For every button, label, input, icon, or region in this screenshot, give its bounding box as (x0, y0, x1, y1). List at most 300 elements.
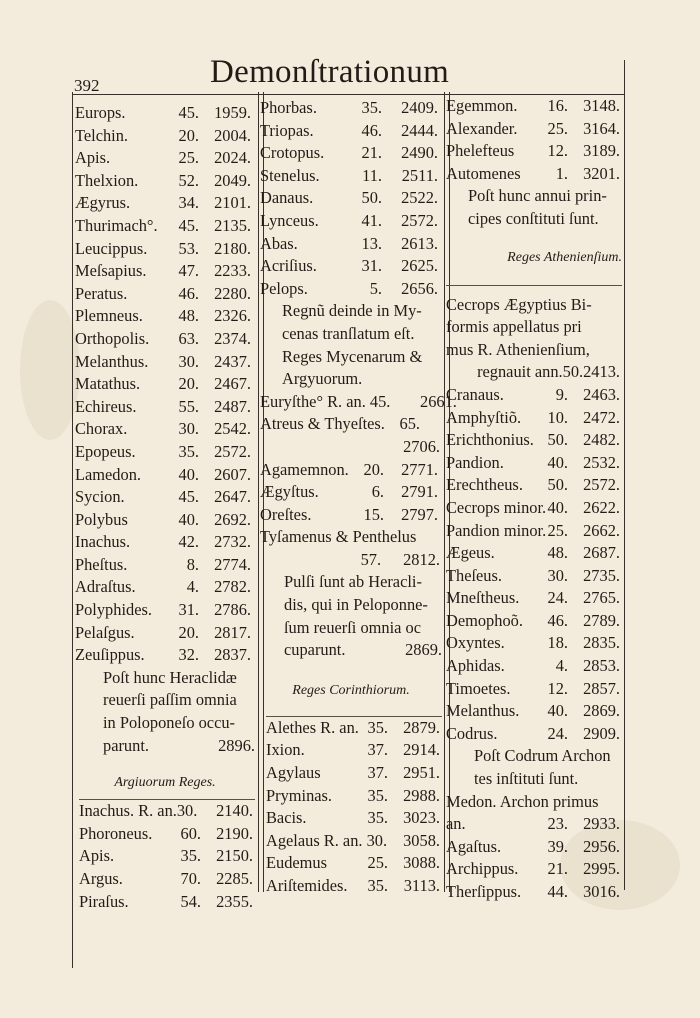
list-row (446, 140, 622, 163)
year-value: 2140. (216, 801, 253, 821)
year-value: 2049. (214, 170, 251, 190)
reign-years: 35. (361, 98, 382, 117)
king-name: Ægyſtus. (260, 482, 319, 502)
king-name: Ixion. (266, 740, 305, 760)
list-row (75, 215, 255, 238)
list-row (446, 565, 622, 588)
king-name: Euryſthe° R. an. 45. (260, 391, 391, 411)
reign-years: 35. (180, 846, 201, 866)
reign-years: 35. (367, 808, 388, 828)
king-name: Timoetes. (446, 678, 511, 698)
king-name: Bacis. (266, 808, 307, 828)
reign-years: 37. (367, 740, 388, 760)
reign-years: 50. (547, 475, 568, 495)
section-heading-atheniensium: Reges Athenienſium. (507, 249, 622, 265)
year-value: 2687. (583, 543, 620, 563)
list-row (266, 852, 442, 875)
year-value: 2409. (401, 98, 438, 117)
list-row (260, 413, 442, 436)
king-name: Agamemnon. (260, 459, 349, 479)
list-row (260, 97, 442, 120)
reign-years: 60. (180, 823, 201, 843)
year-value: 2625. (401, 256, 438, 276)
year-value: 2472. (583, 407, 620, 427)
year-value: 3164. (583, 118, 620, 138)
reign-years: 46. (547, 610, 568, 630)
king-name: Ægyrus. (75, 193, 131, 213)
king-name: Aphidas. (446, 656, 505, 676)
king-name: Sycion. (75, 487, 125, 507)
section-heading-corinthiorum: Reges Corinthiorum. (292, 682, 410, 698)
list-row (75, 644, 255, 667)
year-value: 2280. (214, 283, 251, 303)
medon-line: Medon. Archon primus (446, 791, 599, 811)
king-name: Epopeus. (75, 441, 136, 461)
year-value: 2444. (401, 120, 438, 140)
reign-years: 31. (361, 256, 382, 276)
list-row (446, 836, 622, 859)
list-row (75, 260, 255, 283)
king-name: Erechtheus. (446, 475, 523, 495)
reign-years: 5. (369, 278, 382, 298)
reign-years: 13. (361, 233, 382, 253)
reign-years: 18. (547, 633, 568, 653)
list-row (446, 700, 622, 723)
reign-years: 39. (547, 836, 568, 856)
note-year: 2896. (218, 735, 255, 755)
list-row (75, 351, 255, 374)
reign-years: 4. (555, 656, 568, 676)
column-rule (258, 92, 259, 892)
reign-years: 24. (547, 723, 568, 743)
reign-years: 21. (547, 859, 568, 879)
list-row (446, 610, 622, 633)
list-row (446, 118, 622, 141)
year-value: 2995. (583, 859, 620, 879)
year-value: 3113. (403, 876, 440, 895)
king-name: Orthopolis. (75, 328, 150, 348)
list-row (266, 785, 442, 808)
king-name: Agylaus (266, 763, 321, 783)
list-row (260, 255, 442, 278)
year-value: 2812. (403, 549, 440, 569)
year-value: 2101. (214, 193, 251, 213)
note-expulsion (260, 571, 442, 661)
year-value: 2837. (214, 645, 251, 665)
king-name: Chorax. (75, 419, 128, 439)
list-row (260, 120, 442, 143)
list-row (79, 845, 255, 868)
year-value: 2951. (403, 763, 440, 783)
year-value: 2853. (583, 656, 620, 676)
year-value: 2835. (583, 633, 620, 653)
reign-years: 48. (178, 306, 199, 326)
year-value: 2857. (583, 678, 620, 698)
king-name: Meſsapius. (75, 261, 147, 281)
year-value: 2791. (401, 482, 438, 502)
king-name: Agaſtus. (446, 836, 502, 856)
reign-years: 55. (178, 396, 199, 416)
list-row (446, 163, 622, 186)
reign-years: 40. (547, 452, 568, 472)
king-name: Cranaus. (446, 384, 504, 404)
king-name: Zeuſippus. (75, 645, 145, 665)
list-row (446, 813, 622, 836)
year-value: 2914. (403, 740, 440, 760)
reign-years: 65. (399, 414, 420, 434)
king-name: Piraſus. (79, 891, 129, 911)
note-year: 2869. (405, 640, 442, 660)
reign-years: 30. (178, 351, 199, 371)
year-value: 2988. (403, 785, 440, 805)
year-value: 2774. (214, 554, 251, 574)
king-name: Adraſtus. (75, 577, 136, 597)
year-value: 2647. (214, 487, 251, 507)
reign-years: 70. (180, 869, 201, 888)
list-row (266, 739, 442, 762)
year-value: 2789. (583, 610, 620, 630)
reign-years: 31. (178, 600, 199, 620)
list-row (75, 554, 255, 577)
reign-years: 20. (178, 374, 199, 394)
list-row (446, 407, 622, 430)
king-name: Argus. (79, 869, 123, 888)
list-row (260, 142, 442, 165)
note-line: ſum reuerſi omnia oc (284, 617, 421, 637)
reign-years: 40. (547, 701, 568, 721)
list-row (446, 587, 622, 610)
king-name: Oreſtes. (260, 504, 312, 524)
list-row (79, 891, 255, 914)
list-row (75, 464, 255, 487)
list-row (75, 147, 255, 170)
list-row (75, 531, 255, 554)
year-value: 2482. (583, 430, 620, 450)
king-name: Demophoõ. (446, 610, 523, 630)
list-row (75, 622, 255, 645)
king-name: Abas. (260, 233, 298, 253)
king-name: Apis. (79, 846, 115, 866)
king-name: Pandion. (446, 452, 504, 472)
year-value: 2285. (216, 869, 253, 888)
year-value: 3201. (583, 163, 620, 183)
cecrops-intro (446, 285, 622, 384)
king-name: Danaus. (260, 188, 314, 208)
list-row (75, 125, 255, 148)
reign-years: 46. (178, 283, 199, 303)
king-name: Matathus. (75, 374, 141, 394)
king-name: Automenes (446, 163, 521, 183)
note-line: cenas tranſlatum eſt. (282, 323, 415, 343)
king-name: Polyphides. (75, 600, 152, 620)
atreus-year: 2706. (403, 436, 440, 456)
king-name: Mneſtheus. (446, 588, 520, 608)
king-name: Therſippus. (446, 882, 522, 901)
king-name: Inachus. R. an.30. (79, 801, 198, 821)
list-row (266, 762, 442, 785)
list-row (75, 599, 255, 622)
intro-line: formis appellatus pri (446, 317, 582, 337)
list-row (446, 542, 622, 565)
king-name: Apis. (75, 148, 111, 168)
list (446, 384, 622, 746)
year-value: 2879. (403, 717, 440, 737)
intro-line: mus R. Athenienſium, (446, 339, 590, 359)
king-name: Alexander. (446, 118, 518, 138)
reign-years: 35. (367, 876, 388, 895)
list-row (75, 418, 255, 441)
year-value: 2909. (583, 723, 620, 743)
reign-years: 35. (178, 441, 199, 461)
year-value: 2355. (216, 891, 253, 911)
king-name: Echireus. (75, 396, 137, 416)
reign-years: 9. (555, 384, 568, 404)
year-value: 2463. (583, 384, 620, 404)
list-row (446, 520, 622, 543)
year-value: 3023. (403, 808, 440, 828)
reign-years: 45. (178, 215, 199, 235)
list-row (75, 396, 255, 419)
column-rule-right (624, 60, 625, 890)
column-rule (444, 92, 445, 892)
reign-years: 40. (547, 497, 568, 517)
list-row (266, 807, 442, 830)
reign-years: 30. (178, 419, 199, 439)
list-row (446, 384, 622, 407)
year-value: 2661. (420, 391, 457, 411)
year-value: 2437. (214, 351, 251, 371)
reign-years: 25. (178, 148, 199, 168)
year-value: 2326. (214, 306, 251, 326)
reign-years: 44. (547, 882, 568, 901)
year-value: 2467. (214, 374, 251, 394)
note-heraclidae (75, 667, 255, 757)
year-value: 2024. (214, 148, 251, 168)
note-line: Poſt hunc annui prin- (468, 186, 607, 206)
list-row (79, 800, 255, 823)
king-name: Codrus. (446, 723, 498, 743)
year-value: 2786. (214, 600, 251, 620)
list-row (75, 170, 255, 193)
reign-years: 30. (547, 565, 568, 585)
king-name: Theſeus. (446, 565, 502, 585)
year-value: 2190. (216, 823, 253, 843)
reign-years: 50. (361, 188, 382, 208)
king-name: Ariſtemides. (266, 876, 348, 895)
list-row (75, 283, 255, 306)
king-name: Telchin. (75, 125, 129, 145)
reign-years: 10. (547, 407, 568, 427)
reign-years: 20. (363, 459, 384, 479)
list-row (75, 509, 255, 532)
year-value: 2662. (583, 520, 620, 540)
reign-years: 1. (555, 163, 568, 183)
year-value: 2607. (214, 464, 251, 484)
section-heading-argiuorum: Argiuorum Reges. (114, 775, 216, 791)
list-row (79, 823, 255, 846)
king-name: Thelxion. (75, 170, 139, 190)
king-name: Thurimach°. (75, 215, 158, 235)
year-value: 2656. (401, 278, 438, 298)
list-row (266, 875, 442, 898)
list-row (75, 576, 255, 599)
note-mycenae (260, 300, 442, 390)
king-name: Oxyntes. (446, 633, 505, 653)
list-row (260, 210, 442, 233)
list (260, 97, 442, 300)
list-row (446, 632, 622, 655)
reign-years: 42. (178, 532, 199, 552)
note-line: Argyuorum. (282, 369, 363, 389)
list-row (446, 881, 622, 904)
list-row (446, 723, 622, 746)
list-row (260, 278, 442, 301)
year-value: 2487. (214, 396, 251, 416)
list-row (260, 187, 442, 210)
list (446, 813, 622, 903)
king-name: Peratus. (75, 283, 128, 303)
column-3 (446, 95, 622, 904)
king-name: Melanthus. (75, 351, 149, 371)
running-title: Demonſtrationum (210, 54, 450, 90)
list-row (446, 678, 622, 701)
list-row (260, 391, 457, 414)
year-value: 2511. (401, 165, 438, 185)
king-name: Erichthonius. (446, 430, 534, 450)
year-value: 2622. (583, 497, 620, 517)
reign-years: 45. (178, 103, 199, 122)
reign-years: 48. (547, 543, 568, 563)
list-row (75, 441, 255, 464)
king-name: Pelops. (260, 278, 308, 298)
list-row (446, 858, 622, 881)
list-row (75, 328, 255, 351)
year-value: 2765. (583, 588, 620, 608)
year-value: 2542. (214, 419, 251, 439)
reign-years: 35. (367, 717, 388, 737)
king-name: Ægeus. (446, 543, 495, 563)
list-row (75, 373, 255, 396)
king-name: Europs. (75, 103, 126, 122)
reign-years: 54. (180, 891, 201, 911)
year-value: 3148. (583, 96, 620, 115)
reign-years: 63. (178, 328, 199, 348)
king-name: Triopas. (260, 120, 314, 140)
note-line: tes inſtituti ſunt. (474, 769, 579, 789)
tysamenus-line: Tyſamenus & Penthelus (260, 527, 417, 547)
reign-years: 52. (178, 170, 199, 190)
list (260, 459, 442, 527)
reign-years: 4. (186, 577, 199, 597)
reign-years: 34. (178, 193, 199, 213)
reign-years: 40. (178, 464, 199, 484)
year-value: 2933. (583, 814, 620, 834)
reign-years: 25. (547, 118, 568, 138)
year-value: 2572. (214, 441, 251, 461)
king-name: Pandion minor. (446, 520, 547, 540)
list-row (260, 481, 442, 504)
year-value: 2233. (214, 261, 251, 281)
column-1 (75, 102, 255, 913)
year-value: 1959. (214, 103, 251, 122)
reign-years: 12. (547, 678, 568, 698)
note-line (284, 639, 442, 662)
intro-line: Cecrops Ægyptius Bi- (446, 294, 592, 314)
reign-years: 20. (178, 622, 199, 642)
year-value: 2572. (583, 475, 620, 495)
reign-years: 11. (362, 165, 382, 185)
king-name: Plemneus. (75, 306, 143, 326)
note-line: cipes conſtituti ſunt. (468, 208, 599, 228)
list-row (446, 497, 622, 520)
list-row (260, 165, 442, 188)
year-value: 2613. (401, 233, 438, 253)
year-value: 2522. (401, 188, 438, 208)
list-row (266, 717, 442, 740)
list-row (446, 452, 622, 475)
column-rule-left (72, 92, 73, 968)
reign-years: 46. (361, 120, 382, 140)
year-value: 2771. (401, 459, 438, 479)
king-name: Stenelus. (260, 165, 320, 185)
list-row (446, 429, 622, 452)
reign-years: 53. (178, 238, 199, 258)
king-name: Atreus & Thyeſtes. (260, 414, 385, 434)
list-row (79, 868, 255, 891)
king-name: Melanthus. (446, 701, 520, 721)
year-value: 2572. (401, 210, 438, 230)
note-line: in Poloponeſo occu- (103, 713, 236, 733)
list-row (446, 95, 622, 118)
page-number: 392 (74, 76, 100, 95)
list-row (266, 830, 442, 853)
list-row (75, 192, 255, 215)
king-name: Pelaſgus. (75, 622, 135, 642)
note-text: cuparunt. (284, 640, 346, 660)
reign-years: 25. (367, 853, 388, 873)
reign-years: 37. (367, 763, 388, 783)
reign-years: 45. (178, 487, 199, 507)
note-line: Reges Mycenarum & (282, 346, 423, 366)
year-value: 2135. (214, 215, 251, 235)
king-name: Pryminas. (266, 785, 333, 805)
list (79, 799, 255, 913)
column-2 (260, 97, 457, 898)
reign-years: 41. (361, 210, 382, 230)
list-row (446, 655, 622, 678)
king-name: Cecrops minor. (446, 497, 547, 517)
year-value: 2692. (214, 509, 251, 529)
year-value: 2797. (401, 504, 438, 524)
list-row (260, 459, 442, 482)
list (260, 391, 457, 436)
king-name: Eudemus (266, 853, 328, 873)
note-line (103, 735, 255, 758)
note-text: parunt. (103, 735, 149, 755)
king-name: Leucippus. (75, 238, 148, 258)
reign-years: 12. (547, 141, 568, 161)
reign-years: 47. (178, 261, 199, 281)
king-name: Phoroneus. (79, 823, 153, 843)
tysamenus-numbers (260, 549, 442, 572)
king-name: Lynceus. (260, 210, 319, 230)
reign-years: 50. (547, 430, 568, 450)
king-name: Inachus. (75, 532, 131, 552)
reign-years: 40. (178, 509, 199, 529)
reign-years: 35. (367, 785, 388, 805)
list (446, 95, 622, 185)
list-row (75, 238, 255, 261)
